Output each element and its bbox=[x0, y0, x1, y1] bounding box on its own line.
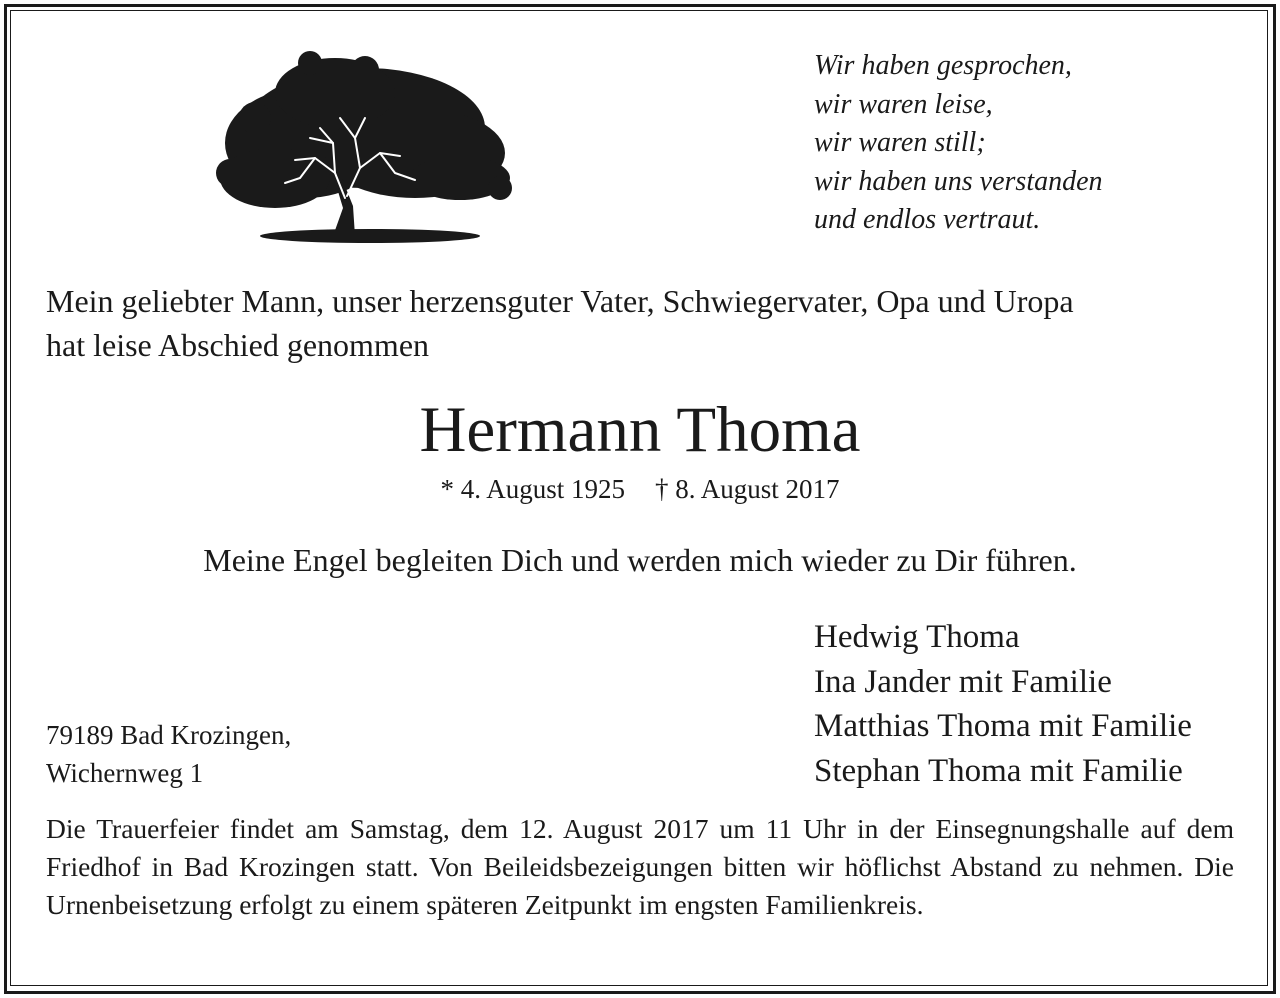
mourner: Hedwig Thoma bbox=[814, 619, 1020, 655]
poem bbox=[814, 47, 1103, 240]
poem-line: Wir haben gesprochen, bbox=[814, 50, 1072, 81]
poem-line: wir haben uns verstanden bbox=[814, 165, 1103, 197]
poem-line: wir waren leise, bbox=[814, 88, 993, 120]
poem-line: wir waren still; bbox=[814, 127, 986, 158]
mourners-list bbox=[814, 615, 1192, 793]
address-line: Wichernweg 1 bbox=[46, 758, 204, 788]
tree-icon bbox=[215, 48, 515, 246]
life-dates bbox=[0, 472, 1280, 506]
mourner: Ina Jander mit Familie bbox=[814, 663, 1112, 700]
mourner: Matthias Thoma mit Familie bbox=[814, 708, 1192, 744]
address-line: 79189 Bad Krozingen, bbox=[46, 720, 292, 750]
mourner: Stephan Thoma mit Familie bbox=[814, 752, 1183, 789]
funeral-notice: Die Trauerfeier findet am Samstag, dem 12. August 2017 um 11 Uhr in der Einsegnungshalle auf dem Friedhof in Bad Krozingen statt. Von Beileidsbezeigungen bitten wir höflichst Abstand zu nehmen. Die Urnenbeisetzung erfolgt zu einem späteren Zeitpunkt im engsten Familienkreis. bbox=[46, 813, 1234, 920]
death-date: † 8. August 2017 bbox=[655, 474, 840, 504]
motto: Meine Engel begleiten Dich und werden mich wieder zu Dir führen. bbox=[203, 542, 1077, 578]
address bbox=[46, 716, 291, 792]
birth-date: * 4. August 1925 bbox=[440, 474, 625, 504]
intro-text bbox=[46, 279, 1236, 367]
poem-line: und endlos vertraut. bbox=[814, 204, 1041, 235]
deceased-name: Hermann Thoma bbox=[419, 394, 861, 466]
intro-line: hat leise Abschied genommen bbox=[46, 327, 430, 363]
intro-line: Mein geliebter Mann, unser herzensguter Vater, Schwiegervater, Opa und Uropa bbox=[46, 283, 1074, 319]
